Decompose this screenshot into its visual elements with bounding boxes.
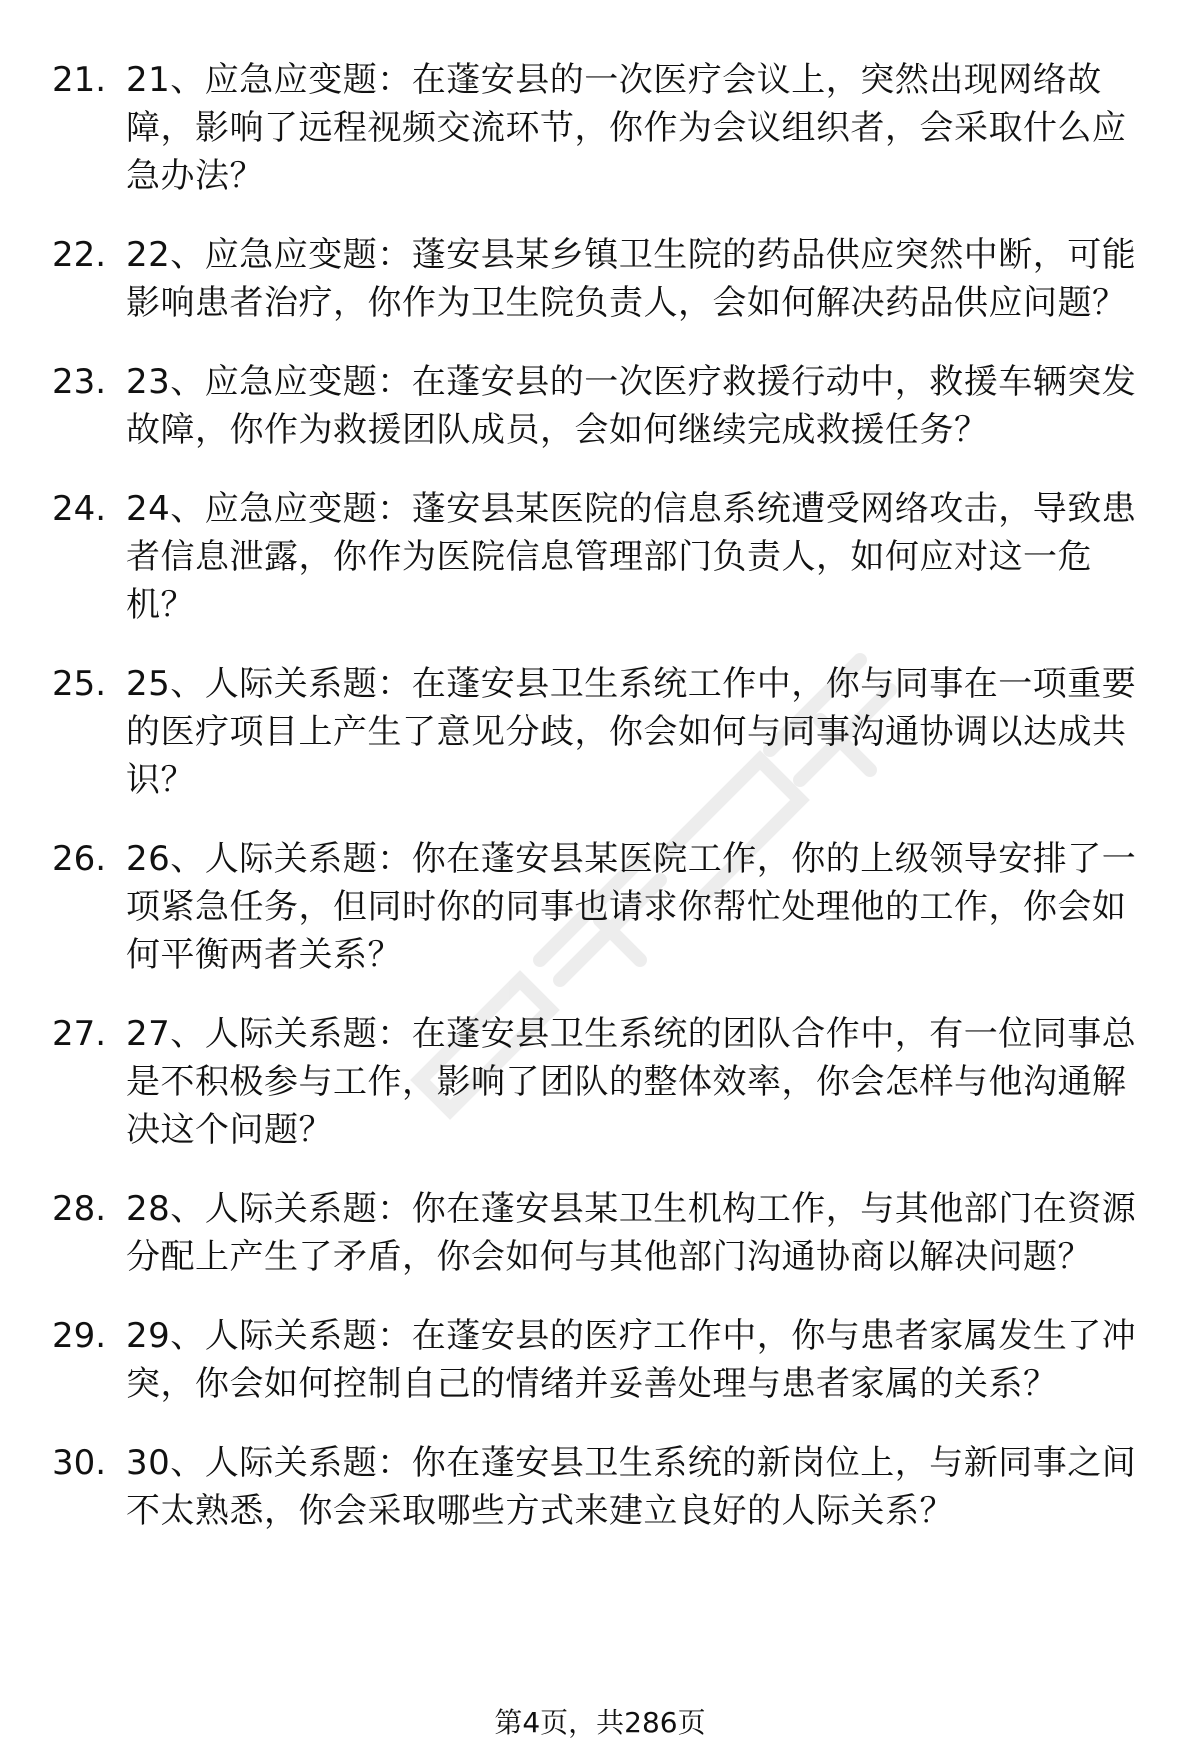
question-number: 25. (52, 664, 107, 704)
question-number: 29. (52, 1316, 107, 1356)
question-number: 30. (52, 1443, 107, 1483)
question-number: 21. (52, 60, 107, 100)
question-item-30 (0, 1439, 1200, 1535)
question-number: 23. (52, 362, 107, 402)
question-text: 30、人际关系题：你在蓬安县卫生系统的新岗位上，与新同事之间不太熟悉，你会采取哪些方式来建立良好的人际关系？ (126, 1443, 1137, 1531)
question-text: 29、人际关系题：在蓬安县的医疗工作中，你与患者家属发生了冲突，你会如何控制自己的情绪并妥善处理与患者家属的关系？ (126, 1316, 1137, 1404)
question-number: 22. (52, 235, 107, 275)
question-text: 23、应急应变题：在蓬安县的一次医疗救援行动中，救援车辆突发故障，你作为救援团队成员，会如何继续完成救援任务？ (126, 362, 1137, 450)
question-text: 27、人际关系题：在蓬安县卫生系统的团队合作中，有一位同事总是不积极参与工作，影响了团队的整体效率，你会怎样与他沟通解决这个问题？ (126, 1014, 1137, 1150)
question-item-24 (0, 485, 1200, 629)
question-text: 22、应急应变题：蓬安县某乡镇卫生院的药品供应突然中断，可能影响患者治疗，你作为卫生院负责人，会如何解决药品供应问题？ (126, 235, 1137, 323)
question-text: 28、人际关系题：你在蓬安县某卫生机构工作，与其他部门在资源分配上产生了矛盾，你会如何与其他部门沟通协商以解决问题？ (126, 1189, 1137, 1277)
question-item-27 (0, 1010, 1200, 1154)
question-item-25 (0, 660, 1200, 804)
question-item-23 (0, 358, 1200, 454)
question-text: 24、应急应变题：蓬安县某医院的信息系统遭受网络攻击，导致患者信息泄露，你作为医院信息管理部门负责人，如何应对这一危机？ (126, 489, 1137, 625)
question-item-26 (0, 835, 1200, 979)
question-text: 21、应急应变题：在蓬安县的一次医疗会议上，突然出现网络故障，影响了远程视频交流环节，你作为会议组织者，会采取什么应急办法？ (126, 60, 1127, 196)
question-number: 28. (52, 1189, 107, 1229)
page-number-footer: 第4页，共286页 (494, 1706, 706, 1739)
question-item-21 (0, 56, 1200, 200)
question-number: 27. (52, 1014, 107, 1054)
question-item-22 (0, 231, 1200, 327)
question-item-28 (0, 1185, 1200, 1281)
question-number: 26. (52, 839, 107, 879)
question-text: 25、人际关系题：在蓬安县卫生系统工作中，你与同事在一项重要的医疗项目上产生了意见分歧，你会如何与同事沟通协调以达成共识？ (126, 664, 1137, 800)
question-item-29 (0, 1312, 1200, 1408)
question-text: 26、人际关系题：你在蓬安县某医院工作，你的上级领导安排了一项紧急任务，但同时你的同事也请求你帮忙处理他的工作，你会如何平衡两者关系？ (126, 839, 1137, 975)
question-list (0, 56, 1200, 1566)
question-number: 24. (52, 489, 107, 529)
